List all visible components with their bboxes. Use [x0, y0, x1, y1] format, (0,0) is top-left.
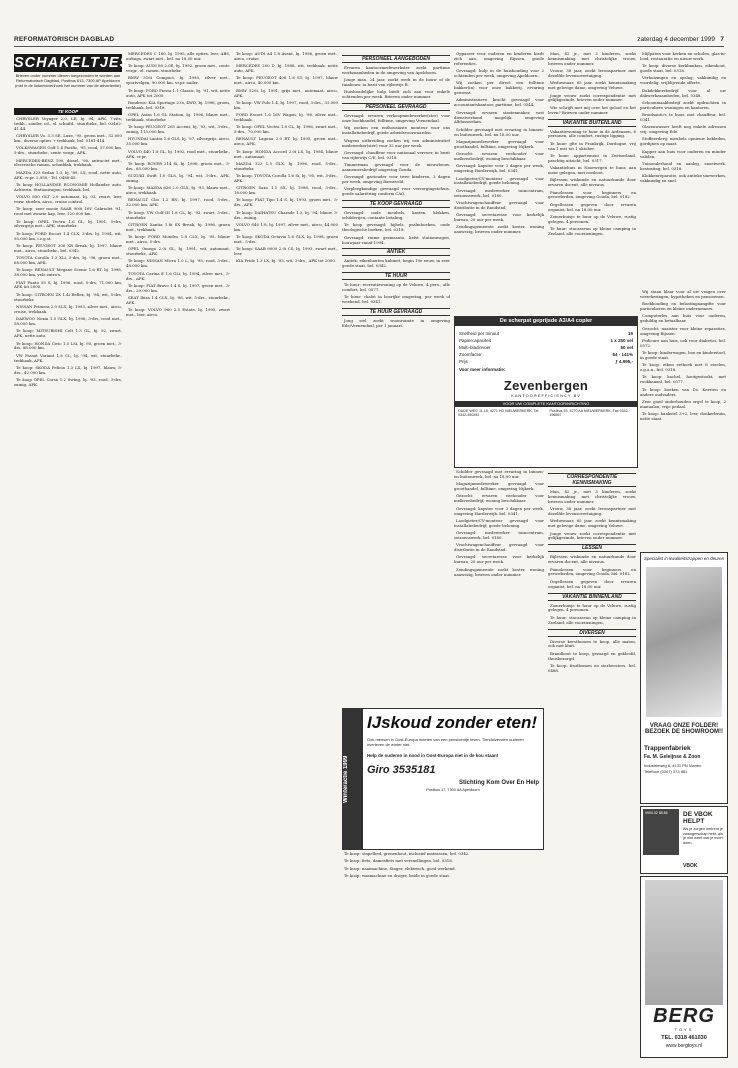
banner-info: Brieven onder nummer dienen toegezonden te worden aan Reformatorisch Dagblad, Postbus 613, 7300 AP Apeldoorn (met in de linkerbovenhoek het nummer van de advertentie)	[15, 73, 121, 88]
classified-ad: Gevraagd: medewerker tuincentrum, seizoenswerk, bel. 0180.	[454, 187, 544, 198]
ads-list	[548, 555, 636, 589]
vbok-poster: 0900-02 88 86	[643, 809, 679, 855]
zevenbergen-logo: Zevenbergen	[503, 378, 589, 393]
classified-ad: Loodgieter/CV-monteur gevraagd voor installatiebedrijf, goede beloning.	[454, 175, 544, 186]
classified-ad: Ervaren kantoormedewerkster zoekt parttime werkzaamheden in de omgeving van Apeldoorn.	[342, 65, 450, 75]
classified-ad: Pedicure aan huis, ook voor diabetici, bel. 0572.	[640, 337, 726, 348]
gokart-photo	[645, 880, 723, 1005]
classified-ad: VOLKSWAGEN Golf 1.4 Pacific, '95, rood, 57.000 km, 5-drs., stuurbekr., centr. vergr., APK.	[14, 145, 122, 156]
classified-ad: OPEL Astra 1.6 GL Station, bj. 1996, blauw met., trekhaak, stuurbekr.	[126, 112, 230, 122]
classified-ad: Magazijnmedewerker gevraagd voor groothandel, fulltime, omgeving Nijkerk.	[454, 481, 544, 492]
classified-ad: Gevraagd: secretaresse voor kerkelijk bureau, 20 uur per week.	[454, 554, 544, 565]
classified-ad: Te koop OPEL Corsa 1.2 Swing, bj. '93, rood, 3-drs, zuinig, APK.	[14, 377, 122, 388]
classified-ad: Weduwnaar, 65 jaar, zoekt kennismaking met gelovige dame, omgeving Veluwe.	[548, 80, 636, 91]
giro-number: Giro 3535181	[367, 764, 436, 776]
berg-logo-sub: TOYS	[674, 1027, 694, 1032]
section-personeel-gevraagd: PERSONEEL GEVRAAGD	[342, 103, 450, 111]
ads-list	[126, 52, 230, 318]
classified-ad: Zendingsgemeente zoekt koster, woning aanwezig, brieven onder nummer.	[454, 566, 544, 577]
classified-ad: SUZUKI Swift 1.0 GLS, bj. '94, wit, 3-drs., APK, zuinig.	[126, 173, 230, 183]
classified-ad: Te koop: VW Golf III 1.8 CL, bj. '93, zwart, 5-drs., stuurbekr.	[126, 209, 230, 220]
classified-ad: Vrouw, 38 jaar, zoekt levenspartner met dezelfde levensovertuiging.	[548, 68, 636, 79]
classified-ad: Gevraagd: ervaren verkoopmedewerker(ster) voor onze boekhandel, fulltime, omgeving Veenendaal.	[342, 113, 450, 124]
classified-ad: Orgellessen gegeven door ervaren organist, bel. na 18.00 uur.	[548, 201, 636, 212]
ads-list	[548, 604, 636, 626]
classified-ad: Te koop: fiets, damesfiets met versnellingen, bel. 0318.	[344, 858, 453, 864]
classified-ad: Te koop: FIAT Tipo 1.4 S, bj. 1993, groen met., 5-drs., APK.	[234, 197, 338, 208]
section-antiek: ANTIEK	[342, 248, 450, 256]
column-8	[640, 290, 726, 548]
classified-ad: Te koop: NISSAN Micra 1.0 L, bj. '95, rood, 3-drs., 48.000 km.	[126, 258, 230, 269]
classified-ad: CITROEN Xantia 1.8i SX Break, bj. 1996, groen met., trekhaak.	[126, 221, 230, 232]
classified-ad: Boekhouding en belastingaangifte voor particulieren en kleine ondernemers.	[640, 301, 726, 312]
column-6	[548, 52, 636, 308]
classified-ad: Computerles aan huis voor ouderen, geduldig en betaalbaar.	[640, 313, 726, 324]
ads-list	[548, 52, 636, 116]
classified-ad: Te huur: appartement in Zwitserland, prachtig uitzicht, bel. 0317.	[548, 152, 636, 163]
classified-ad: Te koop: VW Polo 1.4, bj. 1997, rood, 3-drs., 31.000 km.	[234, 99, 338, 110]
classified-ad: KIA Pride 1.3 LX, bj. '95, wit, 3-drs., APK tot 2000.	[236, 258, 337, 264]
classified-ad: Te koop: HONDA Civic 1.5 LSi, bj. 95, groen met., 3-drs, 88.000 km.	[14, 340, 122, 351]
classified-ad: Te koop: SKODA Felicia 1.3 LX, bj. 1997, blauw, 5-drs., 42.000 km.	[14, 364, 122, 375]
classified-ad: Stoffeerderij: meubels opnieuw bekleden, gordijnen op maat.	[640, 136, 726, 147]
classified-ad: Te koop: FORD Escort 1.4 CLX, 3-drs, bj. 1994, wit, 95.000 km, i.z.g.st.	[14, 230, 122, 241]
classified-ad: Te koop: kachel, houtgestookt, met rookkanaal, bel. 0577.	[640, 374, 726, 385]
column-5	[454, 52, 544, 308]
classified-ad: Gevraagd: kapster voor 3 dagen per week, omgeving Harderwijk, bel. 0341.	[454, 505, 544, 516]
classified-ad: Man, 42 jr., met 3 kinderen, zoekt kennismaking met christelijke vrouw, brieven onder nummer.	[548, 489, 636, 504]
vbok-ad	[640, 806, 728, 874]
classified-ad: Te koop: AUDI 80 2.0E, bj. 1992, groen met., centr. vergr., el. ramen, stuurbekr.	[126, 63, 230, 74]
classified-ad: Timmerman gevraagd voor de nieuwbouw, aannemersbedrijf omgeving Gouda.	[342, 162, 450, 172]
spec-label: Prijs	[459, 359, 468, 364]
classified-ad: VOLVO 850 GLT 2.0 automaat, bj. 93, zwart, leer, verw. stoelen, airco, cruise control.	[14, 194, 122, 205]
copier-specs-table	[455, 330, 637, 365]
classified-ad: Te koop: RENAULT Megane Scenic 1.6 RT, bj. 1998, 38.000 km, vele extra's.	[14, 267, 122, 278]
classified-ad: Te koop: FIAT Bravo 1.4 S, bj. 1997, groen met., 3-drs., 29.000 km.	[126, 282, 230, 293]
section-te-koop: TE KOOP	[14, 108, 122, 115]
classified-ad: Bruidsauto's te huur, met chauffeur, bel. 0341.	[640, 112, 726, 122]
classified-ad: Brandhout te koop, gezaagd en gekloofd, thuisbezorgd.	[548, 650, 636, 661]
ads-list	[342, 211, 450, 245]
classified-ad: Te koop HOLLANDSE ECONOMIE Hollandse auto. Achterin. Stationwagon, trekhaak, bel.	[14, 181, 122, 192]
ads-list	[454, 52, 544, 235]
classified-ad: MERCEDES-BENZ 190, diesel, '90, antraciet met., electrische ramen, schuifdak, trekhaak.	[14, 157, 122, 168]
classified-ad: Weduwnaar, 65 jaar, zoekt kennismaking met gelovige dame, omgeving Veluwe.	[548, 518, 636, 529]
classified-ad: Te koop: SAAB 9000 2.0i CS, bj. 1993, zwart met., leer.	[234, 246, 338, 257]
ads-list	[342, 259, 450, 269]
ads-list	[640, 52, 726, 184]
classified-ad: Man, 42 jr., met 3 kinderen, zoekt kennismaking met christelijke vrouw, brieven onder nummer.	[548, 52, 636, 66]
classified-ad: Klokkenreparatie, ook antieke uurwerken, vakkundig en snel.	[640, 173, 726, 183]
ads-list	[548, 490, 636, 541]
spec-value: 15	[627, 331, 633, 336]
classified-ad: CHRYSLER Vo. 3.3 SE, Luxe, '95, groen met., 52.000 km., diverse opties + trekhaak, bel. 0181-414.	[14, 133, 122, 144]
ads-list	[342, 114, 450, 197]
classified-ad: Rondreis: KIA Sportage 2.0i, 4WD, bj. 1996, groen, trekhaak, bel. 0318.	[126, 99, 230, 110]
spec-row	[455, 330, 637, 337]
classified-ad: VW Passat Variant 1.8 CL, bj. '94, wit, stuurbekr., trekhaak, APK.	[14, 352, 122, 363]
classified-ad: Te huur: chalet in bosrijke omgeving, per week of weekend, bel. 0341.	[342, 294, 450, 305]
classified-ad: Glazenwasser heeft nog enkele adressen vrij, omgeving Ede.	[640, 124, 726, 135]
classified-ad: Pianolessen voor beginners en gevorderden, omgeving Gouda, bel. 0182.	[548, 189, 636, 200]
stairs-photo	[646, 567, 722, 717]
org-name: Stichting Kom Over En Help	[458, 780, 539, 786]
spec-label: Papiercapaciteit	[459, 338, 492, 343]
classified-ad: Huishoudelijke hulp biedt zich aan voor enkele ochtenden per week. Brieven onder nummer.	[342, 89, 450, 100]
classified-ad: Jonge man, 24 jaar, zoekt werk in de bouw of de tuinbouw, in bezit van rijbewijs B.	[342, 77, 450, 88]
spec-value: 50 vel	[620, 345, 633, 350]
company-name-2: Fa. M. Geleijnse & Zoon	[644, 754, 701, 760]
classified-ad: RENAULT Clio 1.2 RN, bj. 1997, rood, 5-drs., 32.000 km, APK.	[126, 197, 230, 208]
classified-ad: Te koop: OPEL Vectra 1.8 GL, bj. 1996, zwart met., 5-drs., 70.000 km.	[234, 124, 338, 135]
classified-ad: Te koop: PEUGEOT 406 1.8 ST, bj. 1997, blauw met., airco, 40.000 km.	[234, 75, 338, 86]
classified-ad: Vrouw, 38 jaar, zoekt levenspartner met dezelfde levensovertuiging.	[548, 506, 636, 517]
ad-side-label: Winteractie 1999	[343, 709, 363, 849]
ad-headline: IJskoud zonder eten!	[367, 713, 538, 732]
classified-ad: Bijlessen wiskunde en natuurkunde door ervaren docent, alle niveaus.	[548, 177, 636, 188]
spec-row	[455, 358, 637, 365]
classified-ad: Gezocht: naaister voor kleine reparaties, omgeving Rijssen.	[640, 325, 726, 336]
company-phone: Telefoon (0347) 373 881	[644, 769, 688, 774]
classified-ad: Kapper aan huis voor ouderen en minder validen.	[640, 148, 726, 159]
classified-ad: Te koop: diverse kerkbanken, eikenhout, goede staat, bel. 0318.	[640, 63, 726, 74]
classified-ad: Te koop: ROVER 214 Si, bj. 1996, groen met., 5-drs., 65.000 km.	[126, 160, 230, 171]
classified-ad: Pianolessen voor beginners en gevorderden, omgeving Gouda, bel. 0182.	[548, 566, 636, 577]
classified-ad: Orgellessen gegeven door ervaren organist, bel. na 18.00 uur.	[548, 578, 636, 589]
ads-list	[342, 283, 450, 305]
classified-ad: Diverse kerstbomen te koop, alle maten, ook met kluit.	[548, 638, 636, 649]
classified-ad: Oppasser voor ouderen en kinderen biedt zich aan, omgeving Rijssen, goede referenties.	[454, 52, 544, 66]
section-te-huur: TE HUUR	[342, 272, 450, 280]
classified-ad: RENAULT Laguna 2.0 RT, bj. 1995, groen met., airco, APK.	[234, 136, 338, 147]
paper-name: REFORMATORISCH DAGBLAD	[14, 36, 115, 43]
ads-list	[234, 52, 338, 264]
trapfabriek-ad	[640, 552, 728, 804]
classified-ad: Gevraagd: hulp in de huishouding voor 2 ochtenden per week, omgeving Apeldoorn.	[454, 68, 544, 79]
page-header	[14, 34, 724, 47]
classified-ad: Magazijnmedewerker gevraagd voor groothandel, fulltime, omgeving Nijkerk.	[454, 138, 544, 149]
classified-ad: Vrachtwagenchauffeur gevraagd voor distributie in de Randstad.	[454, 542, 544, 553]
classified-ad: Wegens uitbreiding zoeken wij een administratief medewerker(ster) voor 32 uur per week.	[342, 137, 450, 148]
zevenbergen-sub: KANTOOREFFICIENCY BV	[511, 393, 581, 398]
classified-ad: Verpleegkundige gevraagd voor verzorgingstehuis, goede salariëring conform CAO.	[342, 186, 450, 197]
classified-ad: Te koop: SKODA Octavia 1.6 GLX, bj. 1998, groen met., 5-drs.	[234, 234, 338, 244]
ad-body: Als je zorgen omtrent je zwangerschap hebt, als je niet weet wat je moet doen.	[683, 827, 723, 845]
column-3	[234, 52, 338, 1056]
classified-ad: DAEWOO Nexia 1.5 GLX, bj. 1996, 3-drs, rood met., 58.000 km.	[14, 316, 122, 327]
classified-ad: Schilder gevraagd met ervaring in binnen- en buitenwerk, bel. na 18.00 uur.	[454, 126, 544, 137]
classified-ad: Gevraagd: medewerker tuincentrum, seizoenswerk, bel. 0180.	[454, 530, 544, 540]
classified-ad: Zomerhuisje te huur op de Veluwe, rustig gelegen, 4 personen.	[548, 213, 636, 224]
classified-ad: NISSAN Primera 2.0 SLX, bj. 1993, zilver met., airco, cruise, trekhaak.	[14, 303, 122, 314]
classified-ad: FORD Escort 1.6 16V Wagon, bj. '96, zilver met., trekhaak.	[234, 112, 338, 122]
classified-ad: Te koop: OPEL Vectra 1.6 GL, bj. 1991, 5-drs, zilvergrijs met., APK, stuurbekr.	[14, 218, 122, 229]
classified-ad: Schilder gevraagd met ervaring in binnen- en buitenwerk, bel. na 18.00 uur.	[454, 470, 544, 479]
classified-ad: Jong stel zoekt woonruimte in omgeving Ede/Veenendaal, per 1 januari.	[342, 318, 450, 329]
classified-ad: Bijlessen wiskunde en natuurkunde door ervaren docent, alle niveaus.	[548, 554, 636, 565]
ad-body: Ook mensen in Oost-Europa moeten van een pensioentje leven. Tienduizenden ouderen overleven de winter niet.	[367, 737, 524, 747]
berg-logo: BERG	[653, 1005, 715, 1027]
column-1	[14, 106, 122, 1056]
classified-ad: Zomerhuisje te huur op de Veluwe, rustig gelegen, 4 personen.	[548, 602, 636, 613]
org-address: Postbus 17, 7300 AA Apeldoorn	[426, 788, 480, 792]
classified-ad: Te koop: naaimachine, Singer, elektrisch, goed werkend.	[344, 865, 456, 871]
classified-ad: OPEL Omega 2.0i GL, bj. 1991, wit, automaat, stuurbekr., APK.	[126, 246, 230, 257]
classified-ad: Te koop: fruitbomen en sierheesters, bel. 0488.	[548, 662, 636, 673]
classified-ad: Te koop: boeken van Ds. Kersten en andere oudvaders.	[640, 386, 726, 397]
classified-ad: Vakantiewoning te huur in de Ardennen, 6 personen, alle comfort, rustige ligging.	[548, 128, 636, 139]
classified-ad: Te koop: VOLVO 960 2.5 Estate, bj. 1995, zwart met., leer, airco.	[126, 307, 230, 318]
classified-ad: Te koop: wasmachine en droger, beide in goede staat.	[344, 872, 451, 878]
classified-ad: Te koop PEUGEOT 205 Accent, bj. '93, wit, 3-drs., zuinig, 115.000 km.	[126, 124, 230, 135]
vbok-logo: VBOK	[683, 863, 698, 869]
classified-ad: Te koop: MITSUBISHI Colt 1.3 GL, bj. 92, zwart, APK, nette auto.	[14, 328, 122, 339]
spec-label: Zoomfactor	[459, 352, 482, 357]
zevenbergen-bar: VOOR UW COMPLETE KANTOORINRICHTING	[455, 401, 637, 407]
classified-ad: Te koop: PEUGEOT 306 XR Break, bj. 1997, blauw met., airco, stuurbekr., bel. 0342.	[14, 242, 122, 253]
classified-ad: Verhuizingen en opslag, vakkundig en voordelig, vrijblijvende offerte.	[640, 75, 726, 86]
classified-ad: Jonge vrouw zoekt correspondentie met gelijkgezinde, brieven onder nummer.	[548, 92, 636, 103]
classified-ad: Gevraagd: oude meubels, kasten, klokken, schilderijen, contante betaling.	[342, 210, 450, 221]
dealer-label: Voor meer informatie:	[459, 367, 506, 372]
ad-sub: Help de ouderen in nood in Oost-Europa niet in de kou staan!	[367, 753, 499, 758]
section-te-huur-gevraagd: TE HUUR GEVRAAGD	[342, 308, 450, 316]
classified-ad: Te koop gevraagd: bijbels, psalmboeken, oude theologische boeken, bel. 0318.	[342, 222, 450, 233]
ad-headline: De scherpst geprijsde A3/A4 copier	[455, 317, 637, 326]
berg-toys-ad	[640, 876, 728, 1058]
company-name: Trappenfabriek	[644, 745, 691, 752]
classified-ad: Te koop: FORD Mondeo 1.8 CLX, bj. '95, blauw met., airco, 5-drs.	[126, 234, 230, 244]
classified-ad: Schoonmaakbedrijf zoekt opdrachten in particuliere woningen en kantoren.	[640, 99, 726, 110]
classified-ad: Gevraagd: secretaresse voor kerkelijk bureau, 20 uur per week.	[454, 212, 544, 223]
classified-ad: TOYOTA Carina E 1.6 GLi, bj. 1994, zilver met., 5-drs., APK.	[126, 270, 230, 281]
classified-ad: MERCEDES C 180, bj. 1995, alle opties, leer, ABS, airbags, zwart met., bel. na 18.00 uur.	[126, 52, 230, 61]
ads-list	[454, 470, 544, 577]
classified-ad: Loodgieter/CV-monteur gevraagd voor installatiebedrijf, goede beloning.	[454, 517, 544, 528]
classified-ad: Zeer goed onderhouden orgel te koop, 2 manualen, vrije pedaal.	[640, 398, 726, 409]
classified-ad: Vakantiehuis in Noorwegen te huur, aan meer gelegen, met roeiboot.	[548, 165, 636, 176]
classified-ad: Te huur: recreatiewoning op de Veluwe, 4 pers., alle comfort, bel. 0577.	[342, 282, 450, 293]
classified-ad: Antiek: eikenhouten kabinet, begin 19e eeuw, in zeer goede staat, bel. 0342.	[342, 258, 450, 269]
classified-ad: FIAT Punto 55 S, bj. 1996, rood, 5-drs, 71.000 km, APK tot 2000.	[14, 279, 122, 290]
ijskoud-ad	[342, 708, 544, 850]
classified-ad: MAZDA 323 1.5 GLX, bj. 1996, rood, 5-drs., stuurbekr.	[234, 160, 338, 171]
section-vakantie-binnenland: VAKANTIE BINNENLAND	[548, 593, 636, 601]
section-personeel-aangeboden: PERSONEEL AANGEBODEN	[342, 55, 450, 63]
classified-ad: Dakdekkersbedrijf voor al uw dakwerkzaamheden, bel. 0348.	[640, 87, 726, 98]
spec-row	[455, 351, 637, 358]
classified-ad: Gevraagd: ervaren stratenmaker, vast dienstverband mogelijk, omgeving Alblasserdam.	[454, 109, 544, 125]
issue-date: zaterdag 4 december 1999 7	[637, 36, 724, 43]
spec-label: Multi-bladinvoer	[459, 345, 491, 350]
classified-ad: SEAT Ibiza 1.4 CLX, bj. '96, wit, 5-drs., stuurbekr., APK.	[126, 295, 230, 305]
classified-ad: Te koop: bankstel 3+2, leer, donkerbruin, nette staat.	[640, 411, 726, 421]
classified-ad: Te huur: stacaravan op kleine camping in Zeeland, alle voorzieningen.	[548, 226, 636, 237]
classified-ad: Te koop: FORD Fiesta 1.1 Classic, bj. '91, wit, nette auto, APK tot 2000.	[126, 87, 230, 98]
section-diversen: DIVERSEN	[548, 629, 636, 637]
zevenbergen-address: OUDE WEG 11-15, 4271 HD NIEUWERKERK, Tel. 0342-490393 Postbus 53, 4270 AA NIEUWERKERK, Fax 0342-496557	[458, 409, 629, 418]
classified-ad: Tuinonderhoud en aanleg, snoeiwerk, bestrating, bel. 0318.	[640, 160, 726, 171]
classified-ad: Wij zoeken per direct een fulltime bakker(in) voor onze bakkerij, ervaring gewenst.	[454, 80, 544, 96]
classified-ad: Administratieve kracht gevraagd voor accountantskantoor, parttime, bel. 0344.	[454, 97, 544, 108]
classified-ad: VOLVO 440 1.8 GL, bj. 1992, rood met., stuurbekr., APK, vr.pr.	[126, 148, 230, 159]
classified-ad: Gevraagd: gastouder voor twee kinderen, 3 dagen per week, omgeving Barneveld.	[342, 174, 450, 185]
classified-ad: Te koop: DAIHATSU Charade 1.3, bj. '94, blauw, 3-drs., zuinig.	[234, 209, 338, 220]
schakeltjes-banner: SCHAKELTJES	[14, 55, 131, 71]
classified-ad: BMW 316i Compact, bj. 1995, zilver met., sportvelgen, 90.000 km, vr.pr. nader.	[126, 75, 230, 86]
classified-ad: HYUNDAI Lantra 1.6 GLS, bj. '97, zilvergrijs, airco, 35.000 km.	[126, 136, 230, 147]
section-te-koop-gevraagd: TE KOOP GEVRAAGD	[342, 200, 450, 208]
classified-ad: Wij staan klaar voor al uw vragen over verzekeringen, hypotheken en pensioenen.	[640, 290, 726, 299]
berg-phone: TEL. 0318 461030	[661, 1035, 707, 1041]
spec-value: ƒ 4.995,-	[615, 359, 633, 364]
classified-ad: Gezocht: ervaren veehouder voor melkveebedrijf, woning beschikbaar.	[454, 493, 544, 504]
spec-row	[455, 344, 637, 351]
ad-headline: DE VBOK HELPT	[683, 811, 713, 825]
ads-list	[14, 117, 122, 388]
classified-ad: Zendingsgemeente zoekt koster, woning aanwezig, brieven onder nummer.	[454, 224, 544, 235]
classified-ad: TOYOTA Corolla 1.3 XLi, 5-drs, bj. '96, groen met., 68.000 km, APK.	[14, 255, 122, 266]
spec-label: Snelheid per minuut	[459, 331, 500, 336]
classified-ad: Te huur: stacaravan op kleine camping in Zeeland, alle voorzieningen.	[548, 614, 636, 625]
company-address: Industrieweg 6, 4131 PN Vianen	[644, 763, 702, 768]
classified-ad: Te koop: TOYOTA Corolla 1.6 Si, bj. '95, wit, 3-drs., APK.	[234, 173, 338, 183]
classified-ad: Jonge vrouw zoekt correspondentie met gelijkgezinde, brieven onder nummer.	[548, 530, 636, 541]
ad-header: Specialist in kwaliteitstrappen en deuren	[643, 556, 725, 561]
berg-website: www.bergtoys.nl	[665, 1043, 703, 1049]
classified-ad: Wij zoeken een enthousiaste monteur voor ons installatiebedrijf, goede arbeidsvoorwaarden.	[342, 125, 450, 136]
classified-ad: Te koop: zeer mooie SAAB 900i 16V Cabriolet '91, rood met zwarte kap, leer, 120.000 km.	[14, 206, 122, 217]
classified-ad: Gevraagd: ruime gezinsauto, liefst stationwagen, bouwjaar vanaf 1994.	[342, 234, 450, 245]
column-6-lower	[548, 470, 636, 1056]
classified-ad: Te koop: AUDI A4 1.8 Avant, bj. 1996, groen met., airco, cruise.	[234, 52, 338, 61]
classified-ad: Gevraagd: kapster voor 3 dagen per week, omgeving Harderwijk, bel. 0341.	[454, 163, 544, 174]
ads-list	[640, 290, 726, 422]
classified-ad: Te koop: MAZDA 626 2.0 GLX, bj. '93, blauw met., airco, trekhaak.	[126, 185, 230, 196]
spec-value: 1 x 250 vel	[610, 338, 633, 343]
classified-ad: BMW 520i, bj. 1991, grijs met., automaat, airco, APK.	[234, 87, 338, 98]
classified-ad: Te huur: gîte in Frankrijk, Dordogne, vrij van 1 mei tot 1 oktober.	[548, 140, 636, 151]
section-lessen: LESSEN	[548, 544, 636, 552]
classified-ad: Te koop: eiken eethoek met 6 stoelen, z.g.a.n., bel. 0318.	[640, 362, 726, 373]
classified-ad: Vrachtwagenchauffeur gevraagd voor distributie in de Randstad.	[454, 199, 544, 210]
section-vakantie-buitenland: VAKANTIE BUITENLAND	[548, 119, 636, 127]
classified-ad: Gevraagd: chauffeur voor nationaal vervoer, in bezit van rijbewijs C/E, bel. 0318.	[342, 149, 450, 160]
ads-list	[342, 66, 450, 100]
ads-list	[342, 319, 450, 329]
classified-ad: MERCEDES 200 D, bj. 1988, wit, trekhaak, nette auto, APK.	[234, 63, 338, 74]
column-4-lower	[342, 852, 542, 1056]
classified-ad: MAZDA 323 Sedan 1.3, bj. '89, LX, rood, nette auto, APK, vr.pr. 2.950,- Tel. 0488-45.	[14, 169, 122, 180]
classified-ad: Te koop: HONDA Accord 2.0i LS, bj. 1994, blauw met., automaat.	[234, 148, 338, 159]
spec-row	[455, 337, 637, 344]
ad-cta: VRAAG ONZE FOLDER! BEZOEK DE SHOWROOM!!	[645, 723, 723, 735]
classified-ad: CITROEN Saxo 1.1 SX, bj. 1998, rood, 3-drs., 18.000 km.	[234, 185, 338, 196]
column-2	[126, 52, 230, 1056]
section-correspondentie: CORRESPONDENTIE KENNISMAKING	[548, 473, 636, 487]
classified-ad: Te koop: kinderwagen, box en kinderstoel, in goede staat.	[640, 350, 726, 360]
ads-list	[548, 130, 636, 237]
classified-ad: VOLVO S40 1.8, bj. 1997, zilver met., airco, 44.000 km.	[234, 221, 338, 232]
ads-list	[548, 640, 636, 674]
classified-ad: Te koop: CITROEN ZX 1.4i Reflex, bj. '94, wit, 5-drs, stuurbekr.	[14, 291, 122, 302]
classified-ad: Gezocht: ervaren veehouder voor melkveebedrijf, woning beschikbaar.	[454, 151, 544, 162]
ads-list	[342, 852, 542, 879]
classified-ad: Te koop: stapelbed, grenenhout, inclusief matrassen, bel. 0342.	[344, 852, 470, 856]
spec-value: 64 - 141%	[612, 352, 633, 357]
classified-ad: Mijlpaten voor kerken en scholen, glas-in-lood, restauratie en nieuw werk.	[640, 52, 726, 61]
classified-ad: Wie schrijft met mij over het geloof en het leven? Brieven onder nummer.	[548, 104, 636, 115]
zevenbergen-ad	[454, 316, 638, 468]
classified-ad: CHRYSLER Voyager 2.0, LE, bj. 94, APK, 7-zits, trekh., zonder, cd., el. schuifd., stuurbekr., bel. 03462-41.44.	[14, 116, 122, 131]
